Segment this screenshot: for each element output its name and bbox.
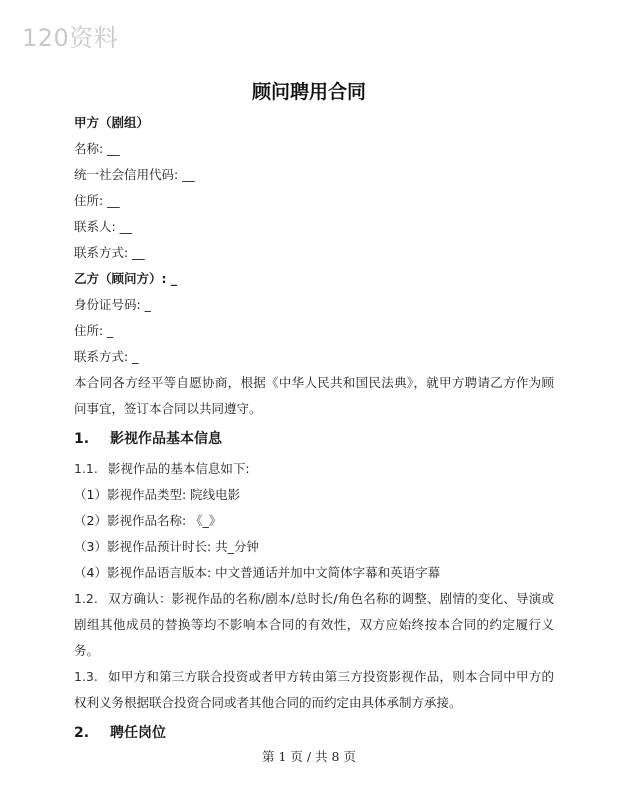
clause-1-2 [74, 586, 554, 664]
list-item-work-name: （2）影视作品名称: 《_》 [74, 513, 222, 528]
party-a-name-field: 名称: __ [74, 141, 120, 156]
document-title: 顾问聘用合同 [251, 81, 366, 103]
section-2-heading [74, 718, 554, 748]
watermark-logo: 120资料 [22, 24, 119, 52]
list-item-work-type: （1）影视作品类型: 院线电影 [74, 487, 241, 502]
clause-1-1 [74, 456, 554, 482]
section-1-number: 1. [74, 431, 90, 447]
clause-1-1-number: 1.1. [74, 461, 98, 476]
intro-paragraph: 本合同各方经平等自愿协商，根据《中华人民共和国民法典》，就甲方聘请乙方作为顾问事宜，签订本合同以共同遵守。 [74, 375, 554, 416]
section-2-title: 聘任岗位 [110, 725, 166, 741]
clause-1-1-text: 影视作品的基本信息如下: [107, 461, 250, 476]
party-a-header: 甲方（剧组） [74, 115, 150, 130]
document-body [74, 110, 554, 750]
party-a-address-field: 住所: __ [74, 193, 120, 208]
section-1-heading [74, 424, 554, 454]
party-a-credit-code-field: 统一社会信用代码: __ [74, 167, 195, 182]
clause-1-3-number: 1.3. [74, 669, 98, 684]
clause-1-2-text: 双方确认：影视作品的名称/剧本/总时长/角色名称的调整、剧情的变化、导演或剧组其他成员的替换等均不影响本合同的有效性，双方应始终按本合同的约定履行义务。 [74, 591, 554, 658]
party-b-contact-method-field: 联系方式: _ [74, 349, 139, 364]
list-item-work-language: （4）影视作品语言版本: 中文普通话并加中文简体字幕和英语字幕 [74, 565, 441, 580]
party-b-id-number-field: 身份证号码: _ [74, 297, 151, 312]
clause-1-3-text: 如甲方和第三方联合投资或者甲方转由第三方投资影视作品，则本合同中甲方的权利义务根据联合投资合同或者其他合同的而约定由具体承制方承接。 [74, 669, 554, 710]
section-2-number: 2. [74, 725, 90, 741]
clause-1-2-number: 1.2. [74, 591, 98, 606]
section-1-title: 影视作品基本信息 [110, 431, 222, 447]
party-a-contact-method-field: 联系方式: __ [74, 245, 145, 260]
list-item-work-duration: （3）影视作品预计时长: 共_分钟 [74, 539, 259, 554]
page-footer: 第 1 页 / 共 8 页 [262, 749, 356, 764]
clause-1-3 [74, 664, 554, 716]
party-b-header: 乙方（顾问方）: _ [74, 271, 178, 286]
party-b-address-field: 住所: _ [74, 323, 114, 338]
party-a-contact-person-field: 联系人: __ [74, 219, 133, 234]
